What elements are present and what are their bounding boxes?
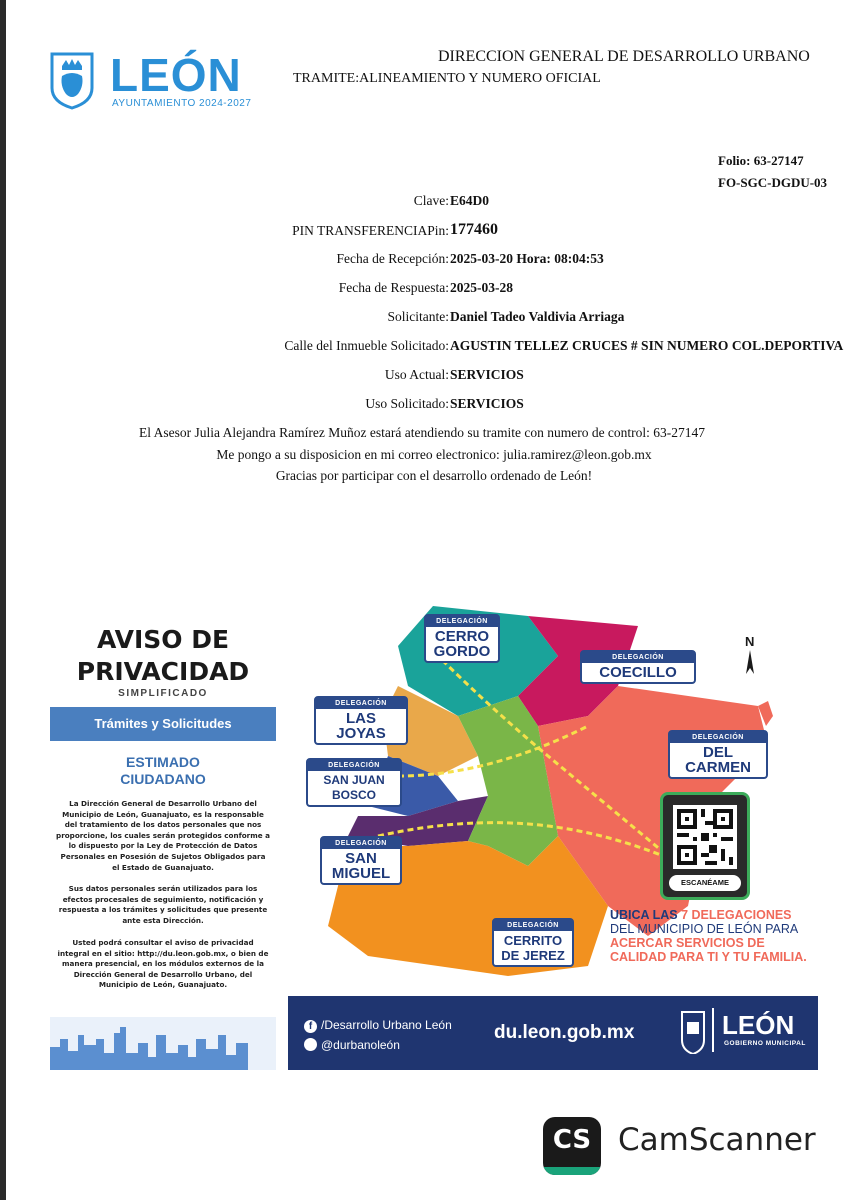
correo-message: Me pongo a su disposicion en mi correo electronico: julia.ramirez@leon.gob.mx: [216, 447, 652, 462]
greeting-line2: CIUDADANO: [120, 771, 206, 787]
qr-code-icon: [673, 805, 737, 869]
folio-block: [718, 150, 827, 194]
privacy-notice-panel: [50, 612, 276, 1070]
qr-code-box[interactable]: [660, 792, 750, 900]
delegation-header: DELEGACIÓN: [322, 838, 400, 849]
tramite-label: TRAMITE:ALINEAMIENTO Y NUMERO OFICIAL: [293, 71, 601, 86]
delegation-name: SAN JUAN BOSCO: [323, 773, 385, 802]
facebook-link[interactable]: [304, 1018, 452, 1033]
privacy-paragraph-2: Sus datos personales serán utilizados para los efectos procesales de seguimiento, notificación y respuesta a los trámites y solicitudes que presente ante esta Dirección.: [58, 884, 268, 925]
delegation-header: DELEGACIÓN: [316, 698, 406, 709]
delegation-header: DELEGACIÓN: [494, 920, 572, 931]
leon-logo-subtitle: AYUNTAMIENTO 2024-2027: [112, 98, 252, 109]
field-value: Daniel Tadeo Valdivia Arriaga: [450, 309, 625, 324]
field-label: PIN TRANSFERENCIAPin:: [292, 223, 449, 238]
field-value: 2025-03-20 Hora: 08:04:53: [450, 251, 604, 266]
field-calle: [0, 338, 868, 358]
field-clave: [0, 193, 868, 213]
camscanner-logo-text: CS: [552, 1125, 592, 1155]
privacy-paragraph-3: Usted podrá consultar el aviso de privacidad integral en el sitio: http://du.leon.gob.mx, o bien de manera presencial, en los módulos externos de la Dirección General de Desarrollo Urbano, del Municipio de León, Guanajuato.: [57, 938, 269, 990]
delegations-callout: [610, 908, 810, 964]
folio-number: Folio: 63-27147: [718, 153, 804, 168]
delegation-san-juan-bosco: [306, 758, 402, 807]
field-value: SERVICIOS: [450, 396, 524, 411]
city-crest-icon: [680, 1008, 706, 1054]
footer-brand: LEÓN: [722, 1010, 795, 1040]
delegation-name: CERRO GORDO: [433, 628, 491, 660]
camscanner-watermark: CamScanner: [618, 1122, 816, 1158]
field-label: Clave:: [413, 193, 449, 208]
document-title: DIRECCION GENERAL DE DESARROLLO URBANO: [438, 48, 810, 65]
field-value: SERVICIOS: [450, 367, 524, 382]
privacy-title: [50, 624, 276, 688]
field-label: Uso Actual:: [384, 367, 449, 382]
delegation-name: SAN MIGUEL: [331, 850, 391, 882]
delegation-cerrito-de-jerez: [492, 918, 574, 967]
asesor-message: El Asesor Julia Alejandra Ramírez Muñoz estará atendiendo su tramite con numero de control: 63-27147: [138, 425, 706, 440]
delegation-san-miguel: [320, 836, 402, 885]
delegation-name: COECILLO: [599, 664, 677, 681]
gracias-message: Gracias por participar con el desarrollo ordenado de León!: [275, 468, 593, 483]
facebook-handle: /Desarrollo Urbano León: [321, 1018, 452, 1032]
callout-part-b: 7 DELEGACIONES: [681, 908, 792, 922]
field-solicitante: [0, 309, 868, 329]
delegation-las-joyas: [314, 696, 408, 745]
privacy-title-line1: AVISO DE: [96, 625, 230, 654]
field-label: Fecha de Respuesta:: [338, 280, 449, 295]
website-link[interactable]: du.leon.gob.mx: [494, 1022, 635, 1043]
footer-divider: [712, 1008, 714, 1052]
delegations-map: [288, 606, 818, 992]
field-value: E64D0: [450, 193, 490, 208]
north-arrow-icon: N: [745, 634, 755, 649]
scan-me-label: ESCANÉAME: [669, 875, 741, 891]
field-label: Fecha de Recepción:: [336, 251, 449, 266]
field-label: Solicitante:: [387, 309, 449, 324]
social-footer-bar: [288, 996, 818, 1070]
field-value: 2025-03-28: [450, 280, 513, 295]
field-label: Calle del Inmueble Solicitado:: [284, 338, 449, 353]
delegation-name: CERRITO DE JEREZ: [501, 933, 565, 963]
leon-lion-shield-icon: [50, 52, 94, 110]
privacy-title-line2: PRIVACIDAD: [76, 657, 250, 686]
privacy-paragraph-1: La Dirección General de Desarrollo Urbano del Municipio de León, Guanajuato, es la responsable del tratamiento de los datos personales que nos proporcione, los cuales serán protegidos conforme a lo dispuesto por la Ley de Protección de Datos Personales en Posesión de Sujetos Obligados para el Estado de Guanajuato.: [56, 799, 270, 872]
privacy-section-bar: Trámites y Solicitudes: [50, 707, 276, 741]
twitter-icon: [304, 1038, 317, 1051]
city-skyline-icon: [50, 1017, 276, 1070]
delegation-name: LAS JOYAS: [336, 710, 386, 742]
north-pointer-icon: [746, 650, 754, 674]
facebook-icon: f: [304, 1020, 317, 1033]
scan-edge: [0, 0, 6, 1200]
callout-part-c: DEL MUNICIPIO DE LEÓN PARA: [610, 922, 798, 936]
privacy-greeting: [50, 754, 276, 788]
field-fecha-respuesta: [0, 280, 868, 300]
delegation-cerro-gordo: [424, 614, 500, 663]
delegation-header: DELEGACIÓN: [670, 732, 766, 743]
greeting-line1: ESTIMADO: [126, 754, 200, 770]
callout-part-d: ACERCAR SERVICIOS DE CALIDAD PARA TI Y TU FAMILIA.: [610, 936, 807, 964]
twitter-link[interactable]: [304, 1038, 400, 1052]
delegation-del-carmen: [668, 730, 768, 779]
form-code: FO-SGC-DGDU-03: [718, 175, 828, 190]
delegation-header: DELEGACIÓN: [426, 616, 498, 627]
camscanner-logo-icon: [543, 1117, 601, 1175]
field-value: 177460: [450, 221, 498, 238]
leon-logo-text: LEÓN: [110, 49, 242, 101]
delegation-header: DELEGACIÓN: [582, 652, 694, 663]
delegation-name: DEL CARMEN: [685, 744, 751, 776]
delegation-coecillo: [580, 650, 696, 684]
callout-part-a: UBICA LAS: [610, 908, 682, 922]
field-fecha-recepcion: [0, 251, 868, 271]
camscanner-logo-stripe: [543, 1167, 601, 1175]
field-uso-solicitado: [0, 396, 868, 416]
field-pin: [0, 221, 868, 241]
privacy-subtitle: SIMPLIFICADO: [118, 688, 208, 699]
twitter-handle: @durbanoleón: [321, 1038, 400, 1052]
field-label: Uso Solicitado:: [365, 396, 449, 411]
field-uso-actual: [0, 367, 868, 387]
field-value: AGUSTIN TELLEZ CRUCES # SIN NUMERO COL.DEPORTIVA: [450, 338, 844, 353]
delegation-header: DELEGACIÓN: [308, 760, 400, 771]
footer-brand-sub: GOBIERNO MUNICIPAL: [724, 1040, 806, 1047]
